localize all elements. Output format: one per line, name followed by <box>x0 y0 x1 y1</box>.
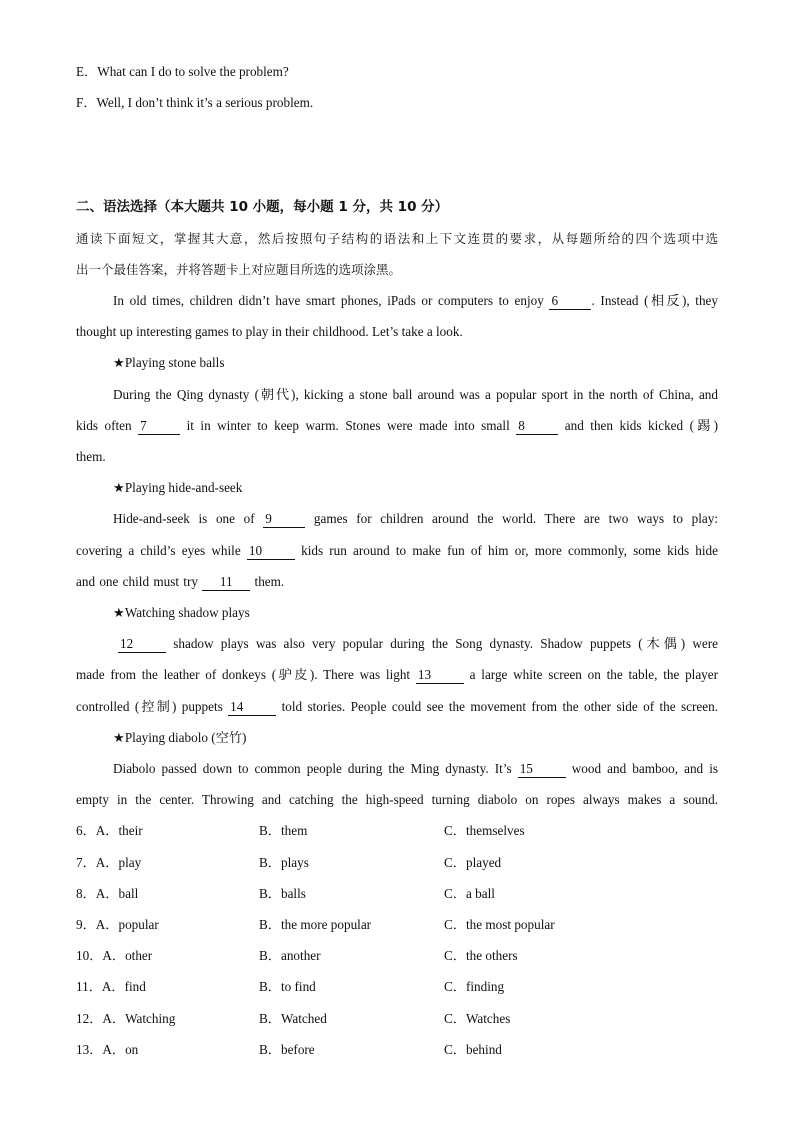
passage-text: covering a child’s eyes while <box>76 543 241 558</box>
section-heading: 二、语法选择（本大题共 10 小题，每小题 1 分，共 10 分） <box>76 199 449 215</box>
q10-option-c: C．the others <box>444 948 518 963</box>
subheading-stone-balls: ★Playing stone balls <box>113 355 225 370</box>
q12-option-c: C．Watches <box>444 1011 511 1026</box>
passage-text: them. <box>254 574 285 589</box>
option-e: E．What can I do to solve the problem? <box>76 64 289 79</box>
blank-6: 6 <box>549 293 591 310</box>
blank-7: 7 <box>138 418 180 435</box>
q6-option-a: 6．A．their <box>76 823 143 838</box>
q11-option-a: 11．A．find <box>76 979 146 994</box>
passage-line <box>113 509 718 529</box>
q13-option-b: B．before <box>259 1042 315 1057</box>
passage-text: Hide-and-seek is one of <box>113 511 255 526</box>
q12-option-b: B．Watched <box>259 1011 327 1026</box>
passage-text: shadow plays was also very popular during the Song dynasty. Shadow puppets (木偶) were <box>173 636 719 651</box>
passage-line: During the Qing dynasty (朝代), kicking a stone ball around was a popular sport in the north of China, and <box>113 387 718 402</box>
passage-line <box>113 291 718 311</box>
q7-option-a: 7．A．play <box>76 855 142 870</box>
passage-text: kids often <box>76 418 132 433</box>
passage-text: games for children around the world. There are two ways to play: <box>313 511 719 526</box>
passage-line: empty in the center. Throwing and catching the high-speed turning diabolo on ropes always makes a sound. <box>76 792 718 807</box>
passage-line <box>76 416 718 436</box>
q12-option-a: 12．A．Watching <box>76 1011 176 1026</box>
subheading-hide-and-seek: ★Playing hide-and-seek <box>113 480 243 495</box>
q9-option-c: C．the most popular <box>444 917 555 932</box>
q8-option-c: C．a ball <box>444 886 495 901</box>
passage-text: and then kids kicked (踢) <box>564 418 718 433</box>
option-f: F．Well, I don’t think it’s a serious problem. <box>76 95 314 110</box>
passage-line <box>76 697 718 717</box>
passage-line: them. <box>76 449 106 464</box>
passage-text: made from the leather of donkeys (驴皮). There was light <box>76 667 411 682</box>
q9-option-b: B．the more popular <box>259 917 372 932</box>
q6-option-b: B．them <box>259 823 308 838</box>
subheading-shadow-plays: ★Watching shadow plays <box>113 605 250 620</box>
passage-text: wood and bamboo, and is <box>571 761 719 776</box>
q11-option-c: C．finding <box>444 979 505 994</box>
q8-option-b: B．balls <box>259 886 306 901</box>
passage-text: a large white screen on the table, the player <box>469 667 719 682</box>
blank-10: 10 <box>247 543 295 560</box>
q10-option-a: 10．A．other <box>76 948 153 963</box>
passage-text: . Instead (相反), they <box>591 293 719 308</box>
q9-option-a: 9．A．popular <box>76 917 159 932</box>
instructions-line-1: 通读下面短文，掌握其大意，然后按照句子结构的语法和上下文连贯的要求，从每题所给的四个选项中选 <box>76 231 718 246</box>
q7-option-c: C．played <box>444 855 502 870</box>
passage-text: In old times, children didn’t have smart phones, iPads or computers to enjoy <box>113 293 544 308</box>
passage-line <box>113 759 718 779</box>
blank-9: 9 <box>263 511 305 528</box>
passage-line <box>76 572 718 592</box>
q10-option-b: B．another <box>259 948 321 963</box>
passage-line <box>118 634 718 654</box>
passage-text: told stories. People could see the movement from the other side of the screen. <box>281 699 718 714</box>
q8-option-a: 8．A．ball <box>76 886 139 901</box>
blank-13: 13 <box>416 667 464 684</box>
passage-text: and one child must try <box>76 574 198 589</box>
blank-12: 12 <box>118 636 166 653</box>
blank-11: 11 <box>202 574 250 591</box>
passage-text: kids run around to make fun of him or, more commonly, some kids hide <box>301 543 718 558</box>
q11-option-b: B．to find <box>259 979 316 994</box>
passage-line: thought up interesting games to play in their childhood. Let’s take a look. <box>76 324 463 339</box>
q6-option-c: C．themselves <box>444 823 525 838</box>
instructions-line-2: 出一个最佳答案，并将答题卡上对应题目所选的选项涂黑。 <box>76 262 402 277</box>
q13-option-c: C．behind <box>444 1042 502 1057</box>
passage-text: controlled (控制) puppets <box>76 699 223 714</box>
q13-option-a: 13．A．on <box>76 1042 139 1057</box>
passage-line <box>76 541 718 561</box>
passage-text: Diabolo passed down to common people during the Ming dynasty. It’s <box>113 761 512 776</box>
passage-text: it in winter to keep warm. Stones were made into small <box>186 418 510 433</box>
passage-line <box>76 665 718 685</box>
blank-15: 15 <box>518 761 566 778</box>
blank-14: 14 <box>228 699 276 716</box>
q7-option-b: B．plays <box>259 855 309 870</box>
blank-8: 8 <box>516 418 558 435</box>
subheading-diabolo: ★Playing diabolo (空竹) <box>113 730 247 745</box>
